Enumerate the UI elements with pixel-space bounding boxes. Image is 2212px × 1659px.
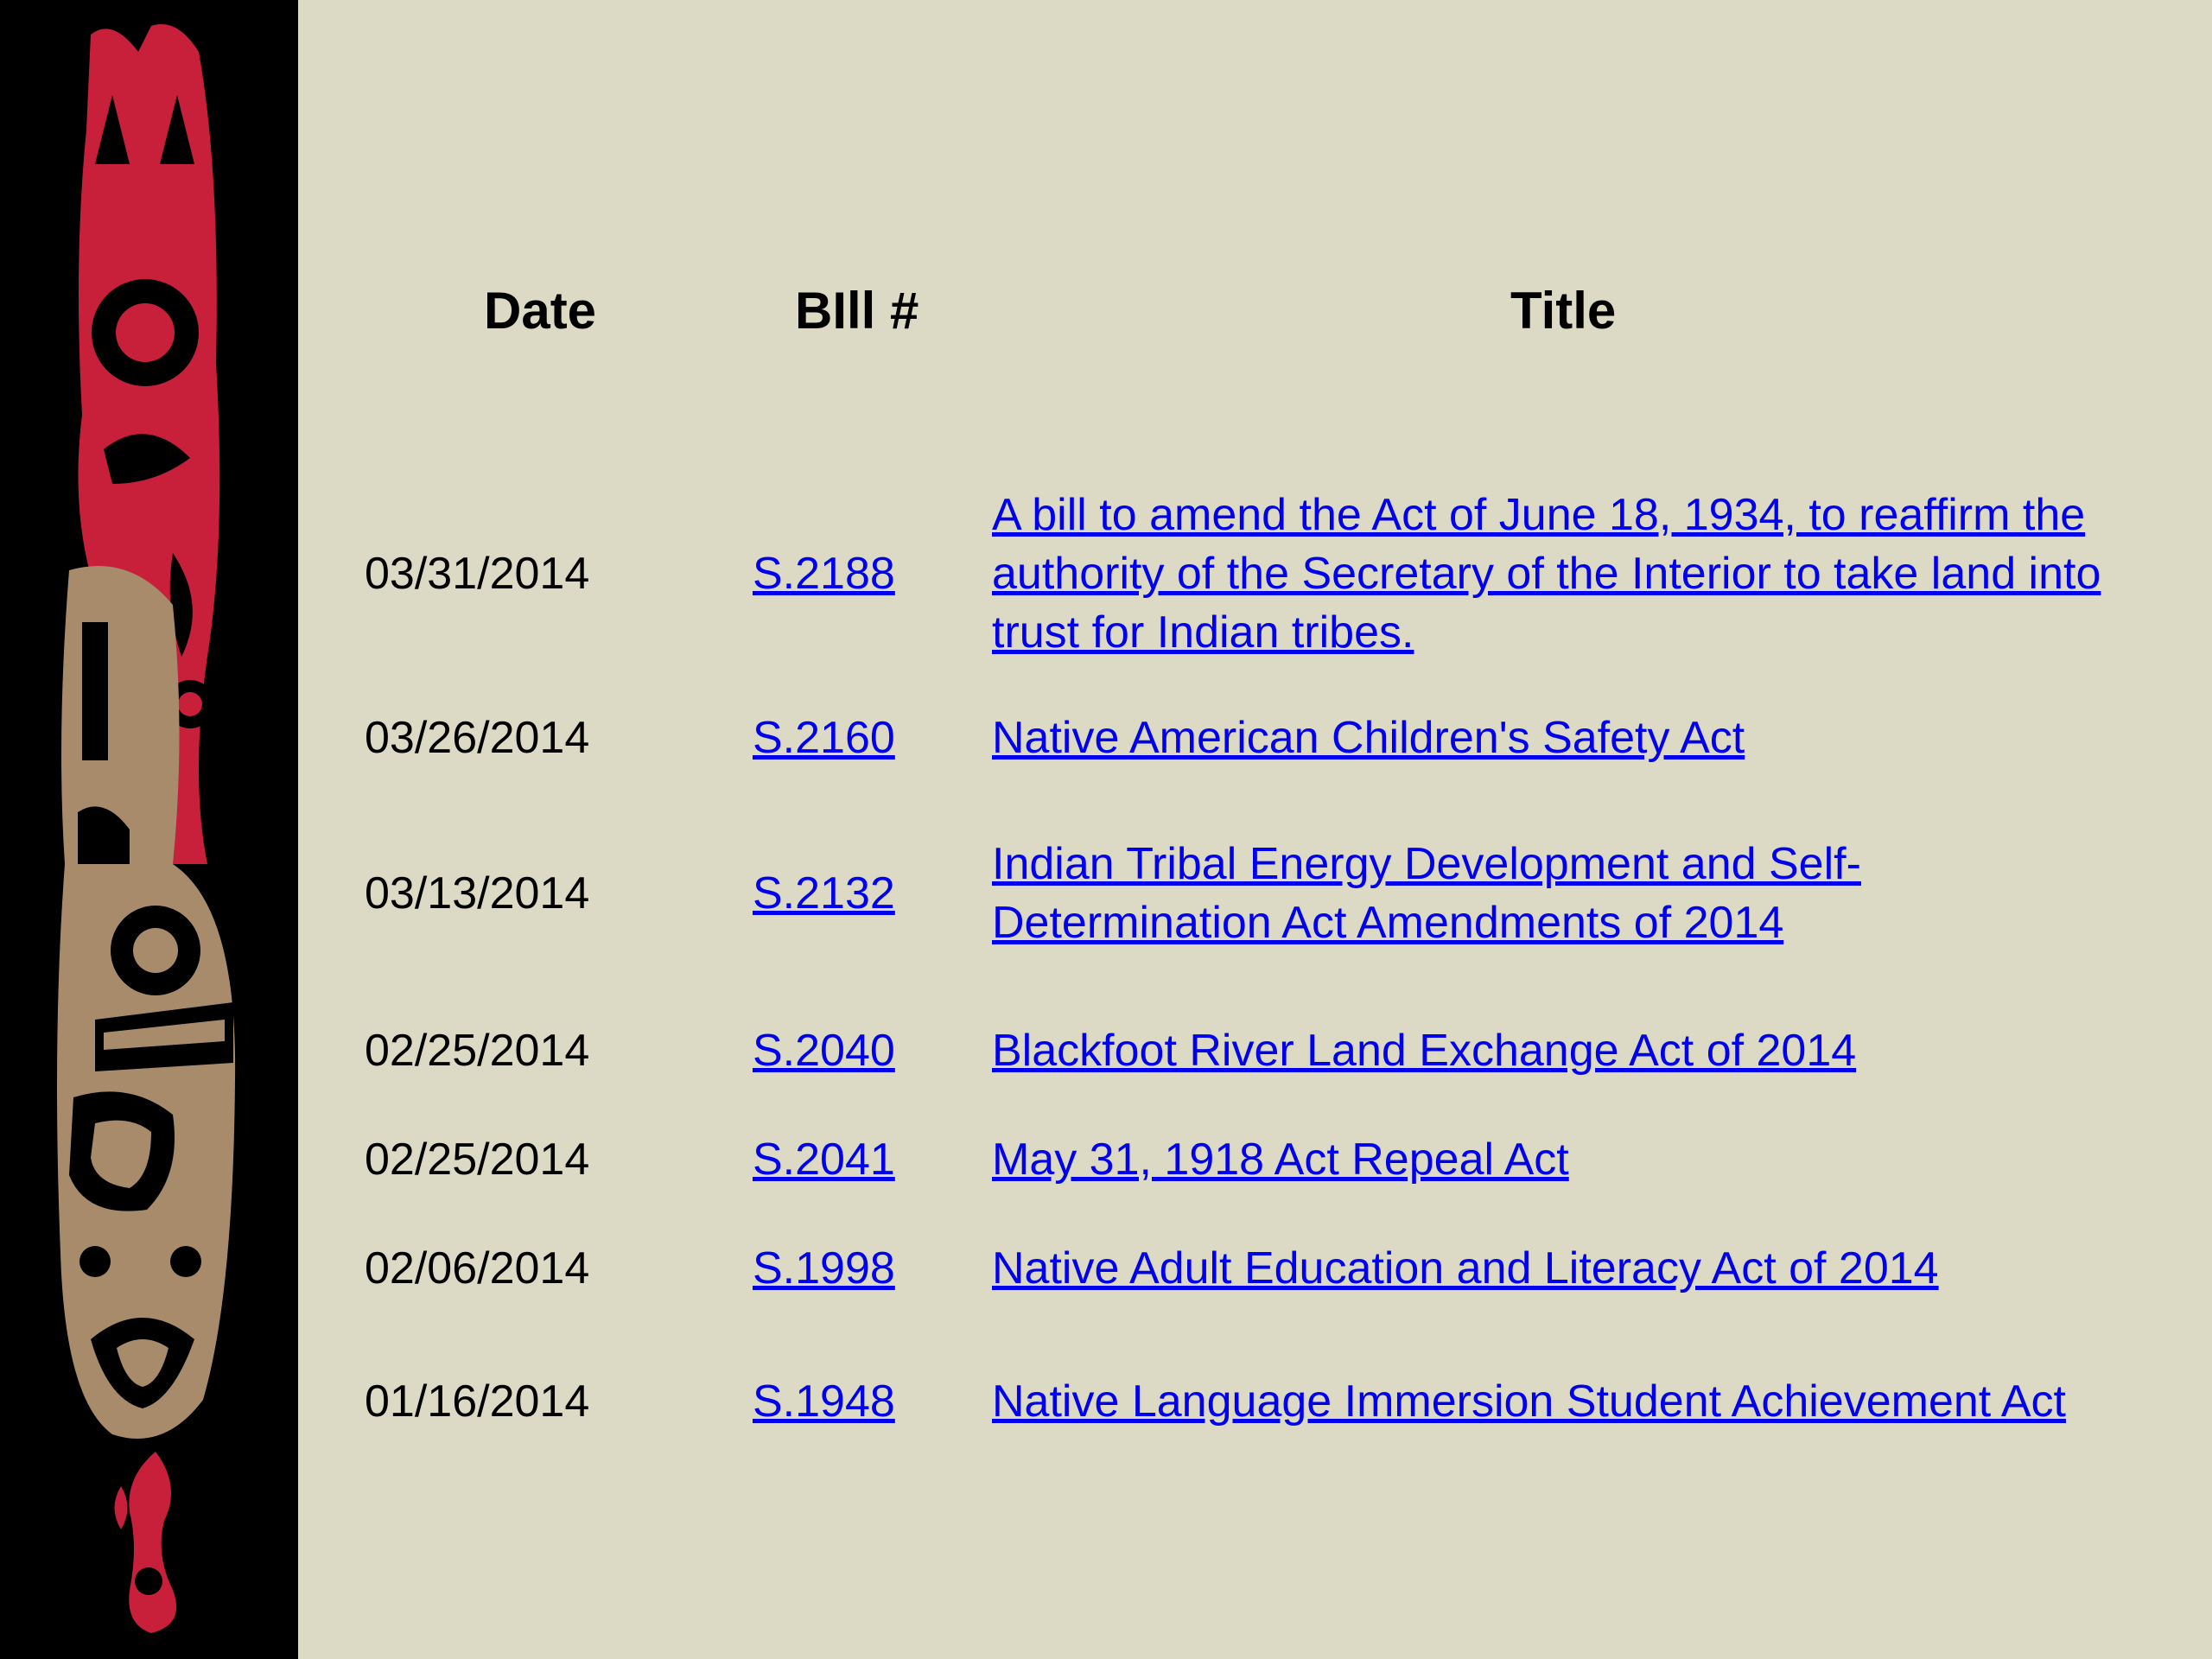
row-2-date: 03/26/2014: [365, 713, 590, 763]
row-6-title-link[interactable]: Native Adult Education and Literacy Act of 2014: [992, 1243, 1939, 1294]
row-4-date: 02/25/2014: [365, 1026, 590, 1076]
row-5-date: 02/25/2014: [365, 1135, 590, 1185]
row-3-bill-link[interactable]: S.2132: [753, 868, 895, 918]
row-7-bill-link[interactable]: S.1948: [753, 1376, 895, 1427]
row-5-title-link[interactable]: May 31, 1918 Act Repeal Act: [992, 1135, 1569, 1185]
row-1-bill-link[interactable]: S.2188: [753, 549, 895, 599]
row-3-date: 03/13/2014: [365, 868, 590, 918]
row-2-title-link[interactable]: Native American Children's Safety Act: [992, 713, 1745, 763]
row-1-date: 03/31/2014: [365, 549, 590, 599]
row-4-title-link[interactable]: Blackfoot River Land Exchange Act of 2014: [992, 1026, 1857, 1076]
row-6-bill-link[interactable]: S.1998: [753, 1243, 895, 1294]
header-title: Title: [1510, 282, 1617, 340]
row-5-bill-link[interactable]: S.2041: [753, 1135, 895, 1185]
header-bill: BIll #: [795, 282, 919, 340]
row-2-bill-link[interactable]: S.2160: [753, 713, 895, 763]
row-6-date: 02/06/2014: [365, 1243, 590, 1294]
row-7-title-link[interactable]: Native Language Immersion Student Achievement Act: [992, 1376, 2066, 1427]
header-date: Date: [484, 282, 597, 340]
totem-strip: [0, 0, 298, 1659]
row-7-date: 01/16/2014: [365, 1376, 590, 1427]
row-3-title-link[interactable]: Indian Tribal Energy Development and Self-Determination Act Amendments of 2014: [992, 839, 1861, 948]
totem-pole-icon: [0, 0, 298, 1659]
row-1-title-link[interactable]: A bill to amend the Act of June 18, 1934, to reaffirm the authority of the Secretary of the Interior to take land into trust for Indian tribes.: [992, 490, 2101, 658]
row-4-bill-link[interactable]: S.2040: [753, 1026, 895, 1076]
